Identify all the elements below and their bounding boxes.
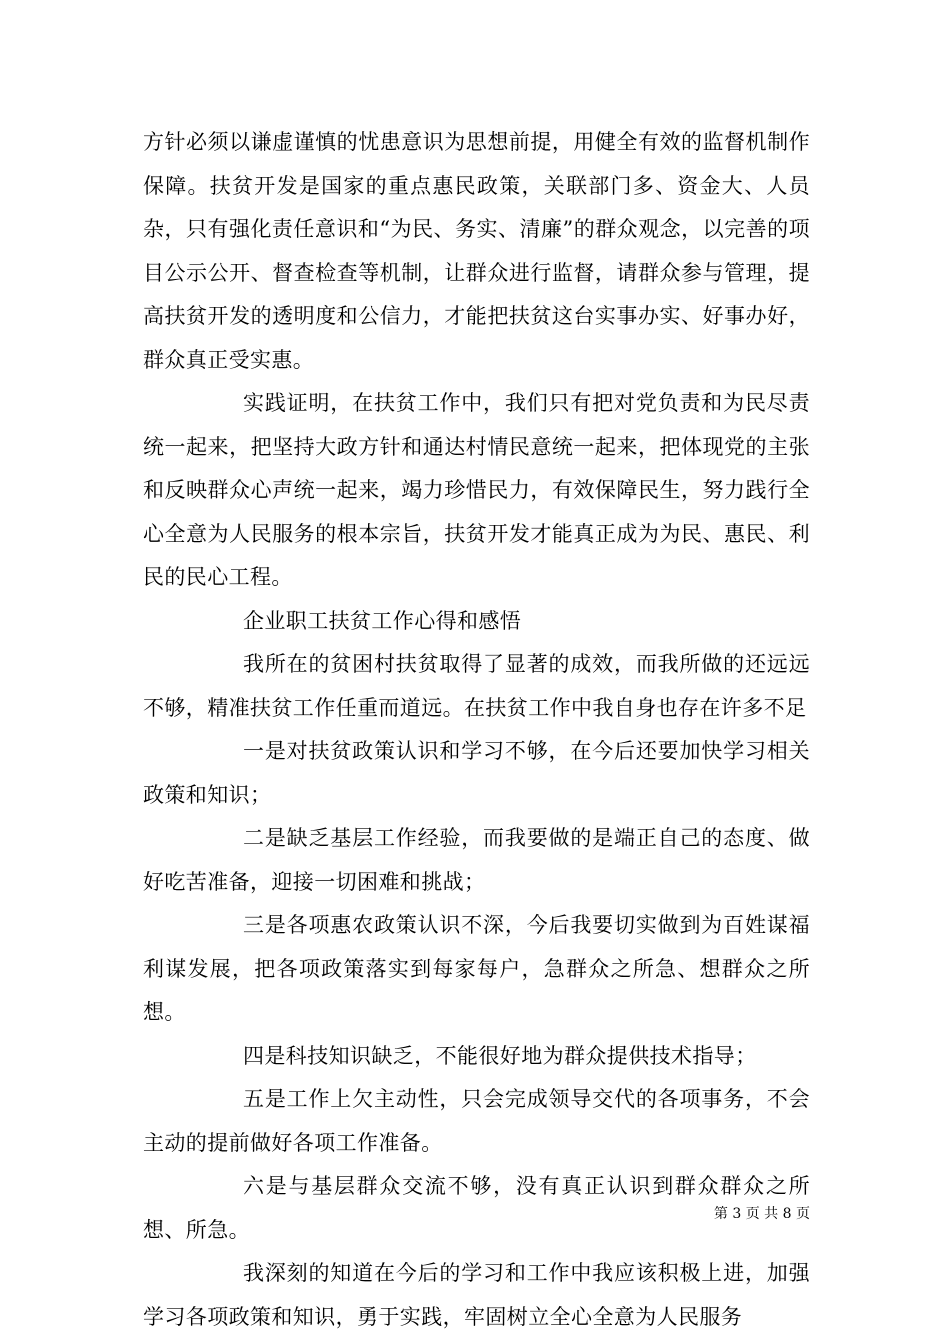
paragraph: 实践证明，在扶贫工作中，我们只有把对党负责和为民尽责统一起来，把坚持大政方针和通达村情民意统一起来，把体现党的主张和反映群众心声统一起来，竭力珍惜民力，有效保障民生，努力践行全心全意为人民服务的根本宗旨，扶贫开发才能真正成为为民、惠民、利民的民心工程。: [143, 391, 810, 589]
list-item: 五是工作上欠主动性，只会完成领导交代的各项事务，不会主动的提前做好各项工作准备。: [143, 1087, 810, 1155]
paragraph: 我所在的贫困村扶贫取得了显著的成效，而我所做的还远远不够，精准扶贫工作任重而道远。在扶贫工作中我自身也存在许多不足: [143, 652, 810, 720]
list-item: 六是与基层群众交流不够，没有真正认识到群众群众之所想、所急。: [143, 1174, 810, 1242]
list-item: 三是各项惠农政策认识不深，今后我要切实做到为百姓谋福利谋发展，把各项政策落实到每家每户，急群众之所急、想群众之所想。: [143, 913, 810, 1024]
list-item: 一是对扶贫政策认识和学习不够，在今后还要加快学习相关政策和知识；: [143, 739, 810, 807]
page-number: 第 3 页 共 8 页: [713, 1206, 810, 1222]
list-item: 四是科技知识缺乏，不能很好地为群众提供技术指导；: [243, 1043, 757, 1068]
paragraph: 方针必须以谦虚谨慎的忧患意识为思想前提，用健全有效的监督机制作保障。扶贫开发是国家的重点惠民政策，关联部门多、资金大、人员杂，只有强化责任意识和“为民、务实、清廉”的群众观念，以完善的项目公示公开、督查检查等机制，让群众进行监督，请群众参与管理，提高扶贫开发的透明度和公信力，才能把扶贫这台实事办实、好事办好，群众真正受实惠。: [143, 130, 810, 372]
section-heading: 企业职工扶贫工作心得和感悟: [243, 608, 522, 633]
paragraph: 我深刻的知道在今后的学习和工作中我应该积极上进，加强学习各项政策和知识，勇于实践，牢固树立全心全意为人民服务: [143, 1261, 810, 1329]
document-body: [143, 121, 810, 1339]
list-item: 二是缺乏基层工作经验，而我要做的是端正自己的态度、做好吃苦准备，迎接一切困难和挑战；: [143, 826, 810, 894]
